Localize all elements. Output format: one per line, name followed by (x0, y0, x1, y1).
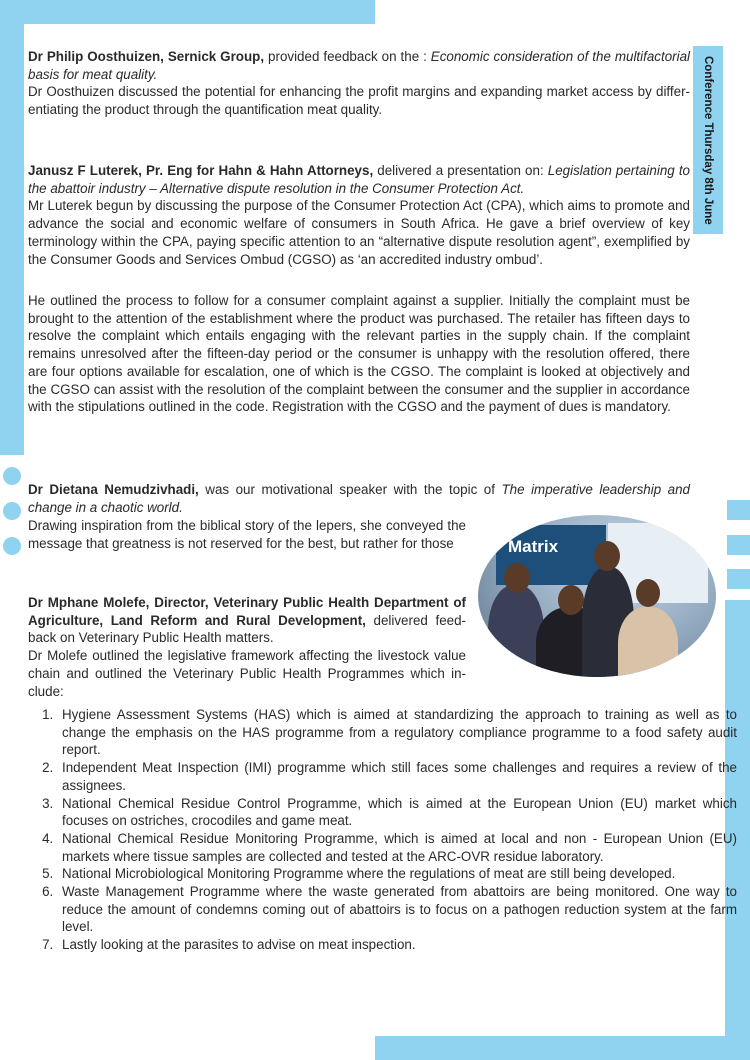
accent-dot (3, 502, 21, 520)
speaker-intro: provided feedback on the : (264, 49, 431, 64)
section-body: Mr Luterek begun by discussing the purpose of the Consumer Protection Act (CPA), which aims to promote and advance the social and economic welfare of consumers in South Africa. He gave a brief overview of key terminology within the CPA, paying specific attention to an “alternative dispute resolution agent”, exemplified by the Consumer Goods and Services Ombud (CGSO) as ‘an accredited industry ombud’. (28, 198, 690, 267)
conference-photo (478, 515, 716, 677)
topic-punct: . (179, 499, 183, 515)
talk-topic: Legislation pertaining to the abattoir industry – Alternative dispute resolution in the Consumer Protection Act. (28, 163, 690, 196)
list-item: 5. National Microbiological Monitoring Programme where the regulations of meat are still being developed. (57, 865, 737, 883)
accent-square (727, 535, 750, 555)
list-item: 3. National Chemical Residue Control Programme, which is aimed at the European Union (EU) market which focuses on ostriches, crocodiles and game meat. (57, 795, 737, 830)
talk-topic: Economic consideration of the multifactorial basis for meat quality (28, 49, 691, 82)
speaker-name: Dr Philip Oosthuizen, Sernick Group, (28, 49, 265, 64)
speaker-intro: delivered feed-back on Veterinary Public Health matters. (28, 612, 466, 646)
speaker-section-oosthuizen (28, 48, 690, 119)
photo-person (618, 607, 678, 677)
photo-person-head (558, 585, 584, 615)
speaker-section-molefe (28, 594, 466, 700)
photo-person-head (504, 563, 530, 593)
speaker-section-nemudzivhadi (28, 481, 690, 516)
list-item: 7. Lastly looking at the parasites to advise on meat inspection. (57, 936, 737, 954)
programme-list (28, 706, 737, 954)
accent-dot (3, 467, 21, 485)
section-side-tab (693, 46, 723, 234)
left-accent-bar (0, 0, 24, 455)
topic-punct: . (153, 66, 158, 82)
list-item: 1. Hygiene Assessment Systems (HAS) which is aimed at standardizing the approach to training as well as to change the emphasis on the HAS programme from a regulatory compliance programme to a food safety audit report. (57, 706, 737, 759)
speaker-name: Dr Dietana Nemudzivhadi, (28, 482, 199, 497)
accent-dot (3, 537, 21, 555)
list-item: 6. Waste Management Programme where the waste generated from abattoirs are being monitored. One way to reduce the amount of condemns coming out of abattoirs is to focus on a pathogen reduction system at the farm level. (57, 883, 737, 936)
section-body: Drawing inspiration from the biblical story of the lepers, she conveyed the message that greatness is not reserved for the best, but rather for those (28, 518, 466, 551)
speaker-intro: delivered a presentation on: (373, 163, 548, 178)
accent-square (727, 569, 750, 589)
list-item: 2. Independent Meat Inspection (IMI) programme which still faces some challenges and requires a review of the assignees. (57, 759, 737, 794)
talk-topic: The imperative leadership and change in a chaotic world (28, 482, 691, 515)
side-tab-label: Conference Thursday 8th June (702, 55, 714, 225)
photo-person-head (636, 579, 660, 607)
top-accent-bar (0, 0, 375, 24)
bottom-accent-bar (375, 1036, 750, 1060)
complaint-process-paragraph: He outlined the process to follow for a consumer complaint against a supplier. Initially the complaint must be brought to the attention of the establishment where the product was purchased. The retailer has fifteen days to resolve the complaint which entails engaging with the relevant parties in the supply chain. If the complaint remains unresolved after the fifteen-day period or the consumer is unhappy with the resolution offered, there are four options available for escalation, one of which is the CGSO. The complaint is looked at objectively and the CGSO can assist with the resolution of the complaint between the consumer and the supplier in accordance with the stipulations outlined in the code. Registration with the CGSO and the payment of dues is mandatory. (28, 293, 690, 415)
speaker-intro: was our motivational speaker with the topic of (198, 482, 502, 497)
speaker-section-luterek (28, 162, 690, 268)
section-body: Dr Oosthuizen discussed the potential for enhancing the profit margins and expanding market access by differ-entiating the product through the quantification meat quality. (28, 84, 690, 118)
photo-banner-text: Matrix (508, 537, 559, 556)
accent-square (727, 500, 750, 520)
photo-person-head (594, 541, 620, 571)
speaker-name: Janusz F Luterek, Pr. Eng for Hahn & Hahn Attorneys, (28, 163, 374, 178)
section-body: Dr Molefe outlined the legislative framework affecting the livestock value chain and outlined the Veterinary Public Health Programmes which in-clude: (28, 648, 466, 699)
list-item: 4. National Chemical Residue Monitoring Programme, which is aimed at local and non - European Union (EU) markets where tissue samples are collected and tested at the ARC-OVR residue laboratory. (57, 830, 737, 865)
speaker-name: Dr Mphane Molefe, Director, Veterinary Public Health Department of Agriculture, Land Reform and Rural Development, (28, 595, 466, 628)
